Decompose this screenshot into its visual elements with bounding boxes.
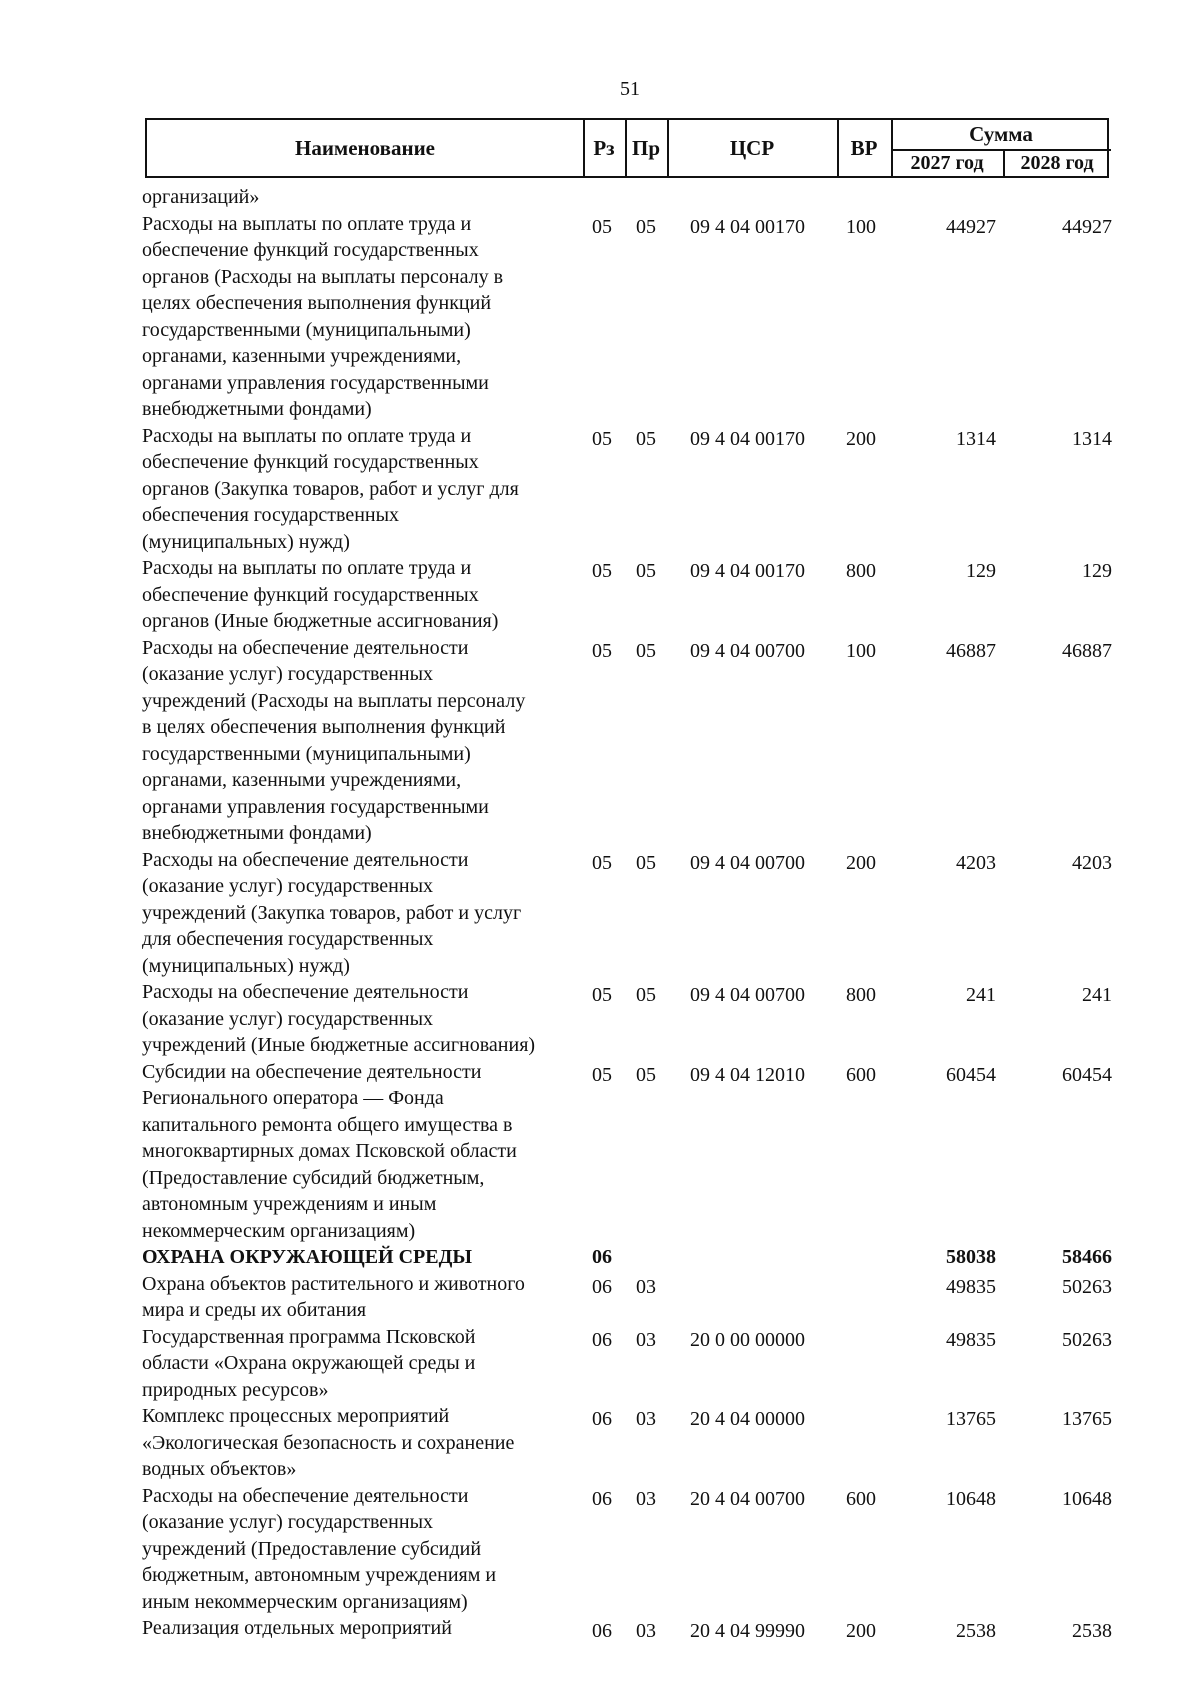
row-pr: 05 (636, 1063, 656, 1086)
row-rz: 05 (592, 851, 612, 874)
row-vr: 200 (846, 1620, 876, 1642)
row-pr: 03 (636, 1408, 656, 1430)
row-rz: 06 (592, 1328, 612, 1351)
row-sum-2027: 241 (966, 984, 996, 1006)
table-body (0, 184, 1200, 1642)
row-csr: 20 0 00 00000 (690, 1328, 805, 1351)
row-sum-2028: 1314 (1072, 427, 1112, 450)
table-header (145, 118, 1109, 178)
table-row (0, 1403, 1200, 1483)
row-csr: 20 4 04 00700 (690, 1487, 805, 1510)
row-vr: 600 (846, 1063, 876, 1086)
row-name: Расходы на обеспечение деятельности (оказание услуг) государственных учреждений (Расходы на выплаты персоналу в целях обеспечения выполнения функций государственными (муниципальными) органами, казенными учреждениями, органами управления государственными внебюджетными фондами) (142, 636, 526, 844)
row-sum-2028: 2538 (1072, 1620, 1112, 1642)
row-vr: 200 (846, 851, 876, 874)
row-vr: 100 (846, 215, 876, 238)
row-sum-2027: 49835 (946, 1328, 996, 1351)
row-rz: 06 (592, 1275, 612, 1298)
row-pr: 05 (636, 851, 656, 874)
row-sum-2028: 46887 (1062, 639, 1112, 662)
row-sum-2027: 44927 (946, 215, 996, 238)
row-rz: 05 (592, 427, 612, 450)
row-rz: 05 (592, 1063, 612, 1086)
row-csr: 09 4 04 00700 (690, 851, 805, 874)
header-vr: ВР (850, 135, 878, 160)
table-row (0, 1244, 1200, 1271)
row-vr: 600 (846, 1487, 876, 1510)
row-sum-2027: 46887 (946, 639, 996, 662)
row-sum-2027: 13765 (946, 1408, 996, 1430)
table-row (0, 1059, 1200, 1245)
row-sum-2028: 50263 (1062, 1328, 1112, 1351)
row-pr: 05 (636, 560, 656, 582)
row-sum-2028: 60454 (1062, 1063, 1112, 1086)
table-row (0, 1271, 1200, 1324)
row-sum-2028: 50263 (1062, 1275, 1112, 1298)
row-sum-2027: 60454 (946, 1063, 996, 1086)
row-pr: 05 (636, 427, 656, 450)
row-rz: 06 (592, 1246, 612, 1268)
row-sum-2027: 49835 (946, 1275, 996, 1298)
row-name: Расходы на выплаты по оплате труда и обеспечение функций государственных органов (Иные бюджетные ассигнования) (142, 557, 499, 632)
row-csr: 09 4 04 00700 (690, 639, 805, 662)
table-row (0, 635, 1200, 847)
row-rz: 05 (592, 215, 612, 238)
row-csr: 09 4 04 12010 (690, 1063, 805, 1086)
row-rz: 05 (592, 560, 612, 582)
row-name: Государственная программа Псковской области «Охрана окружающей среды и природных ресурсов» (142, 1325, 476, 1401)
row-rz: 06 (592, 1408, 612, 1430)
row-pr: 03 (636, 1275, 656, 1298)
row-vr: 800 (846, 560, 876, 582)
row-name: Комплекс процессных мероприятий «Экологическая безопасность и сохранение водных объектов» (142, 1405, 515, 1480)
header-name: Наименование (295, 135, 435, 160)
row-sum-2028: 13765 (1062, 1408, 1112, 1430)
table-row (0, 1324, 1200, 1404)
row-name: Расходы на обеспечение деятельности (оказание услуг) государственных учреждений (Иные бюджетные ассигнования) (142, 981, 536, 1056)
row-name: Расходы на выплаты по оплате труда и обеспечение функций государственных органов (Расходы на выплаты персоналу в целях обеспечения выполнения функций государственными (муниципальными) органами, казенными учреждениями, органами управления государственными внебюджетными фондами) (142, 212, 504, 420)
row-csr: 09 4 04 00170 (690, 427, 805, 450)
table-row (0, 847, 1200, 980)
row-sum-2027: 1314 (956, 427, 996, 450)
row-pr: 03 (636, 1620, 656, 1642)
row-sum-2027: 4203 (956, 851, 996, 874)
header-rz: Рз (593, 135, 615, 160)
row-csr: 09 4 04 00700 (690, 984, 805, 1006)
row-sum-2028: 58466 (1062, 1246, 1112, 1268)
row-name: организаций» (142, 186, 260, 208)
row-pr: 05 (636, 215, 656, 238)
row-name: Реализация отдельных мероприятий (142, 1617, 452, 1639)
table-row (0, 555, 1200, 635)
header-year-2027: 2027 год (910, 152, 984, 174)
row-csr: 20 4 04 00000 (690, 1408, 805, 1430)
row-vr: 800 (846, 984, 876, 1006)
row-rz: 06 (592, 1487, 612, 1510)
row-rz: 05 (592, 984, 612, 1006)
row-sum-2028: 4203 (1072, 851, 1112, 874)
row-sum-2028: 129 (1082, 560, 1112, 582)
table-row (0, 423, 1200, 556)
row-csr: 09 4 04 00170 (690, 215, 805, 238)
row-sum-2027: 129 (966, 560, 996, 582)
row-pr: 03 (636, 1328, 656, 1351)
row-pr: 05 (636, 984, 656, 1006)
row-pr: 05 (636, 639, 656, 662)
header-pr: Пр (631, 135, 660, 160)
row-vr: 100 (846, 639, 876, 662)
row-rz: 06 (592, 1620, 612, 1642)
row-sum-2028: 44927 (1062, 215, 1112, 238)
row-sum-2028: 241 (1082, 984, 1112, 1006)
row-name: Расходы на выплаты по оплате труда и обеспечение функций государственных органов (Закупка товаров, работ и услуг для обеспечения государственных (муниципальных) нужд) (142, 424, 519, 553)
row-sum-2027: 58038 (946, 1246, 996, 1268)
row-name: Расходы на обеспечение деятельности (оказание услуг) государственных учреждений (Закупка товаров, работ и услуг для обеспечения государственных (муниципальных) нужд) (142, 848, 522, 977)
row-sum-2027: 2538 (956, 1620, 996, 1642)
row-name: Субсидии на обеспечение деятельности Регионального оператора — Фонда капитального ремонта общего имущества в многоквартирных домах Псковской области (Предоставление субсидий бюджетным, автономным учреждениям и иным некоммерческим организациям) (142, 1060, 517, 1242)
table-row (0, 1483, 1200, 1616)
row-name: Охрана объектов растительного и животного мира и среды их обитания (142, 1272, 525, 1321)
table-row (0, 1615, 1200, 1642)
row-sum-2028: 10648 (1062, 1487, 1112, 1510)
page-number: 51 (620, 78, 640, 100)
row-rz: 05 (592, 639, 612, 662)
row-csr: 09 4 04 00170 (690, 560, 805, 582)
header-year-2028: 2028 год (1020, 152, 1094, 174)
row-name: Расходы на обеспечение деятельности (оказание услуг) государственных учреждений (Предоставление субсидий бюджетным, автономным учреждениям и иным некоммерческим организациям) (142, 1484, 497, 1613)
table-row (0, 979, 1200, 1059)
row-sum-2027: 10648 (946, 1487, 996, 1510)
header-sum: Сумма (891, 120, 1111, 151)
header-csr: ЦСР (729, 135, 775, 160)
table-row (0, 211, 1200, 423)
row-name: ОХРАНА ОКРУЖАЮЩЕЙ СРЕДЫ (142, 1246, 472, 1268)
row-vr: 200 (846, 427, 876, 450)
table-row (0, 184, 1200, 211)
row-pr: 03 (636, 1487, 656, 1510)
row-csr: 20 4 04 99990 (690, 1620, 805, 1642)
